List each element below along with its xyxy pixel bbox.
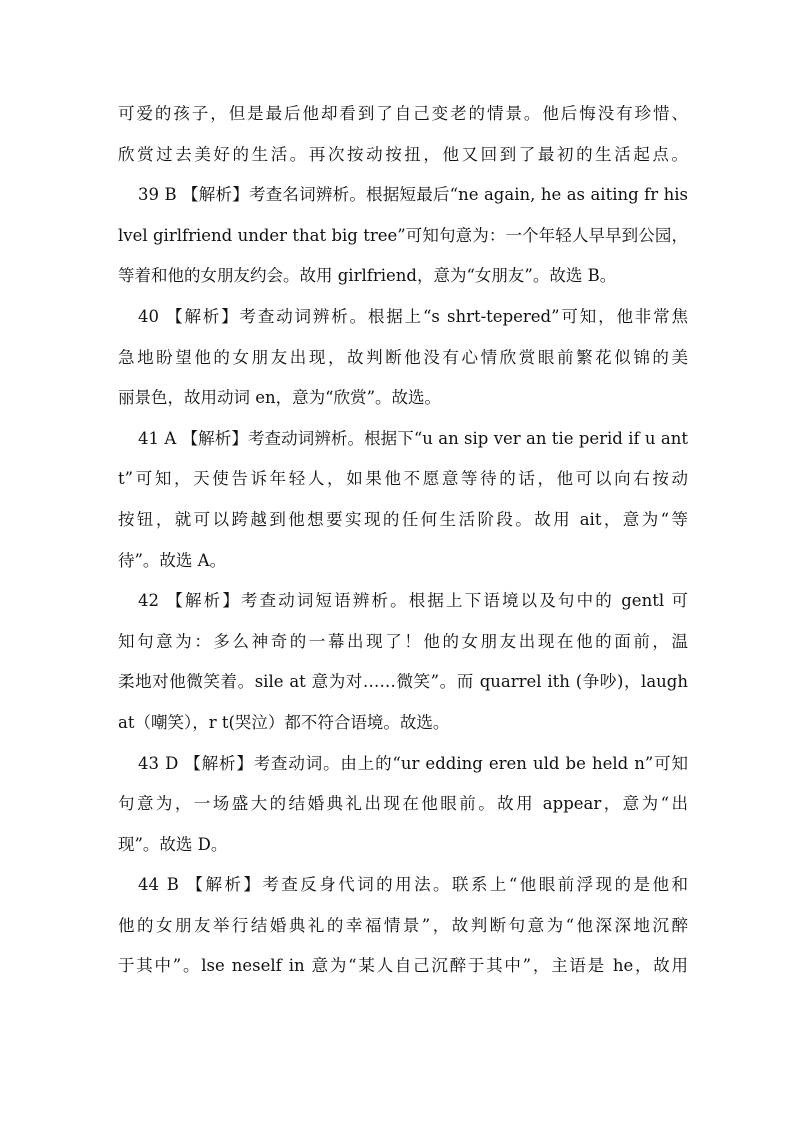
text-line-13: 42 【解析】考查动词短语辨析。根据上下语境以及句中的 gentl 可 <box>138 591 688 611</box>
text-line-1: 可爱的孩子，但是最后他却看到了自己变老的情景。他后悔没有珍惜、 <box>118 104 688 123</box>
text-line-14: 知句意为：多么神奇的一幕出现了！他的女朋友出现在他的面前，温 <box>118 631 688 651</box>
text-line-19: 现”。故选 D。 <box>118 834 228 854</box>
text-line-8: 丽景色，故用动词 en，意为“欣赏”。故选。 <box>118 388 442 408</box>
text-line-4: lvel girlfriend under that big tree”可知句意为：一个年轻人早早到公园， <box>118 225 688 245</box>
text-line-15: 柔地对他微笑着。sile at 意为对……微笑”。而 quarrel ith (争吵)，laugh <box>118 672 688 692</box>
text-line-16: at（嘲笑），r t(哭泣）都不符合语境。故选。 <box>118 712 450 732</box>
text-line-18: 句意为，一场盛大的结婚典礼出现在他眼前。故用 appear，意为“出 <box>118 794 688 814</box>
text-line-3: 39 B 【解析】考查名词辨析。根据短最后“ne again, he as aiting fr his <box>138 185 688 205</box>
text-line-20: 44 B 【解析】考查反身代词的用法。联系上“他眼前浮现的是他和 <box>138 875 688 895</box>
text-line-6: 40 【解析】考查动词辨析。根据上“s shrt-tepered”可知，他非常焦 <box>138 306 688 326</box>
text-line-22: 于其中”。lse neself in 意为“某人自己沉醉于其中”，主语是 he，故用 <box>118 956 688 976</box>
text-line-9: 41 A 【解析】考查动词辨析。根据下“u an sip ver an tie perid if u ant <box>138 428 688 448</box>
text-line-2: 欣赏过去美好的生活。再次按动按扭，他又回到了最初的生活起点。 <box>118 144 688 164</box>
answer-explanation-text <box>118 94 688 987</box>
text-line-12: 待”。故选 A。 <box>118 550 227 570</box>
text-line-10: t”可知，天使告诉年轻人，如果他不愿意等待的话，他可以向右按动 <box>118 469 688 489</box>
text-line-21: 他的女朋友举行结婚典礼的幸福情景”，故判断句意为“他深深地沉醉 <box>118 915 688 935</box>
text-line-11: 按钮，就可以跨越到他想要实现的任何生活阶段。故用 ait，意为“等 <box>118 509 688 529</box>
text-line-17: 43 D 【解析】考查动词。由上的“ur edding eren uld be held n”可知 <box>138 753 688 773</box>
text-line-7: 急地盼望他的女朋友出现，故判断他没有心情欣赏眼前繁花似锦的美 <box>118 347 688 367</box>
text-line-5: 等着和他的女朋友约会。故用 girlfriend，意为“女朋友”。故选 B。 <box>118 266 617 286</box>
